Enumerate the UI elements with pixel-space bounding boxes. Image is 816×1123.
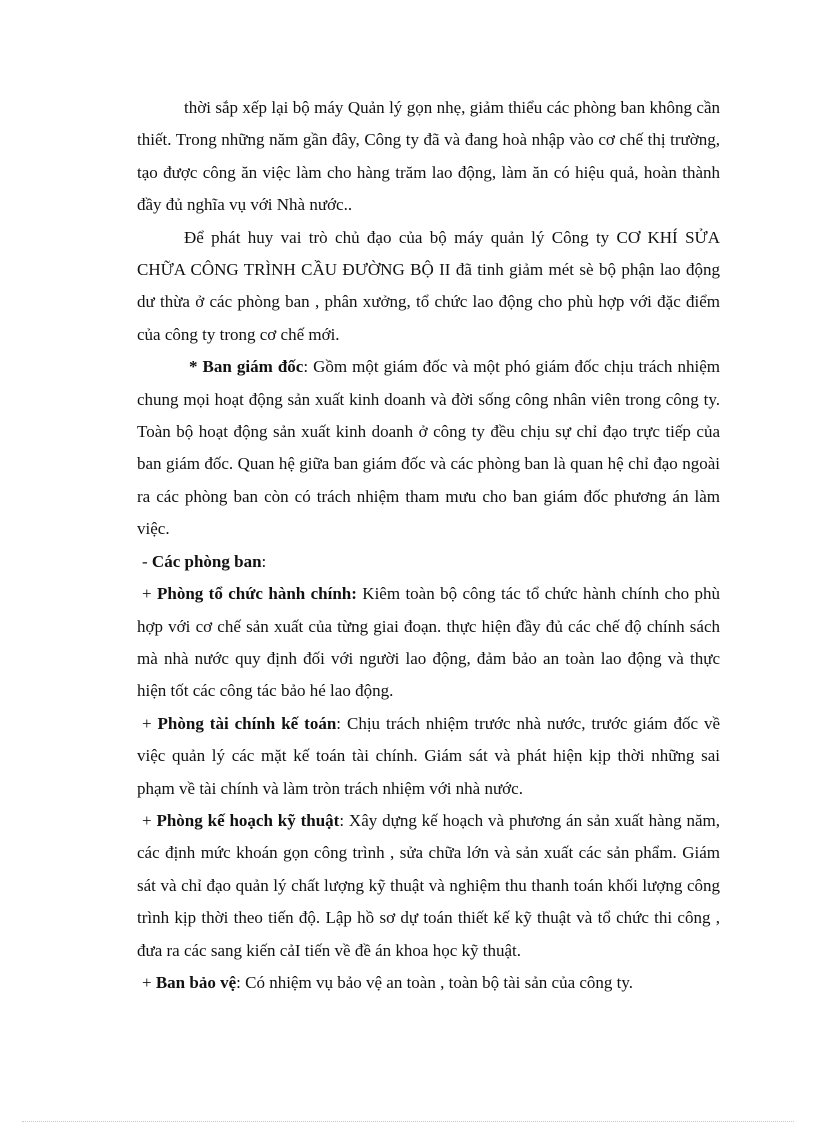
board-of-directors-text: : Gồm một giám đốc và một phó giám đốc chịu trách nhiệm chung mọi hoạt động sản xuất kinh doanh và đời sống công nhân viên trong công ty. Toàn bộ hoạt động sản xuất kinh doanh ở công ty đều chịu sự chỉ đạo trực tiếp của ban giám đốc. Quan hệ giữa ban giám đốc và các phòng ban là quan hệ chỉ đạo ngoài ra các phòng ban còn có trách nhiệm tham mưu cho ban giám đốc phương án làm việc. — [137, 357, 720, 539]
board-of-directors-heading: * Ban giám đốc — [189, 357, 304, 377]
paragraph-departments — [137, 546, 720, 578]
departments-text: : — [261, 551, 267, 571]
paragraph-management-role-text: Để phát huy vai trò chủ đạo của bộ máy quản lý Công ty CƠ KHÍ SỬA CHỮA CÔNG TRÌNH CẦU ĐƯỜNG BỘ II đã tinh giảm mét sè bộ phận lao động dư thừa ở các phòng ban , phân xưởng, tổ chức lao động cho phù hợp với đặc điểm của công ty trong cơ chế mới. — [137, 227, 720, 344]
document-body — [137, 92, 720, 999]
paragraph-finance-department — [137, 708, 720, 805]
paragraph-planning-department — [137, 805, 720, 967]
departments-heading: Các phòng ban — [151, 551, 262, 571]
planning-department-text: : Xây dựng kế hoạch và phương án sản xuất hàng năm, các định mức khoán gọn công trình , sửa chữa lớn và sản xuất các sản phẩm. Giám sát và chỉ đạo quản lý chất lượng kỹ thuật và nghiệm thu thanh toán khối lượng công trình kịp thời theo tiến độ. Lập hồ sơ dự toán thiết kế kỹ thuật và tổ chức thi công , đưa ra các sang kiến cảI tiến về đề án khoa học kỹ thuật. — [137, 810, 721, 960]
planning-department-heading: Phòng kế hoạch kỹ thuật — [156, 810, 340, 830]
admin-department-prefix: + — [142, 584, 157, 604]
admin-department-heading: Phòng tổ chức hành chính: — [156, 584, 357, 604]
finance-department-heading: Phòng tài chính kế toán — [157, 713, 337, 733]
departments-prefix: - — [142, 551, 152, 571]
planning-department-prefix: + — [142, 810, 157, 830]
finance-department-text: : Chịu trách nhiệm trước nhà nước, trước giám đốc về việc quản lý các mặt kế toán tài chính. Giám sát và phát hiện kịp thời những sai phạm về tài chính và làm tròn trách nhiệm với nhà nước. — [137, 713, 720, 798]
paragraph-restructure — [137, 92, 720, 222]
security-department-prefix: + — [142, 972, 156, 992]
paragraph-admin-department — [137, 578, 720, 708]
page-bottom-divider — [22, 1121, 794, 1122]
paragraph-management-role — [137, 222, 720, 352]
security-department-heading: Ban bảo vệ — [155, 972, 237, 992]
admin-department-text: Kiêm toàn bộ công tác tổ chức hành chính cho phù hợp với cơ chế sản xuất của từng giai đoạn. thực hiện đầy đủ các chế độ chính sách mà nhà nước quy định đối với người lao động, đảm bảo an toàn lao động và thực hiện tốt các công tác bảo hé lao động. — [137, 584, 720, 701]
paragraph-board-of-directors — [137, 351, 720, 545]
paragraph-restructure-text: thời sắp xếp lại bộ máy Quản lý gọn nhẹ, giảm thiểu các phòng ban không cần thiết. Trong những năm gần đây, Công ty đã và đang hoà nhập vào cơ chế thị trường, tạo được công ăn việc làm cho hàng trăm lao động, làm ăn có hiệu quả, hoàn thành đầy đủ nghĩa vụ với Nhà nước.. — [137, 98, 720, 215]
security-department-text: : Có nhiệm vụ bảo vệ an toàn , toàn bộ tài sản của công ty. — [236, 972, 634, 992]
paragraph-security-department — [137, 967, 720, 999]
finance-department-prefix: + — [142, 713, 158, 733]
